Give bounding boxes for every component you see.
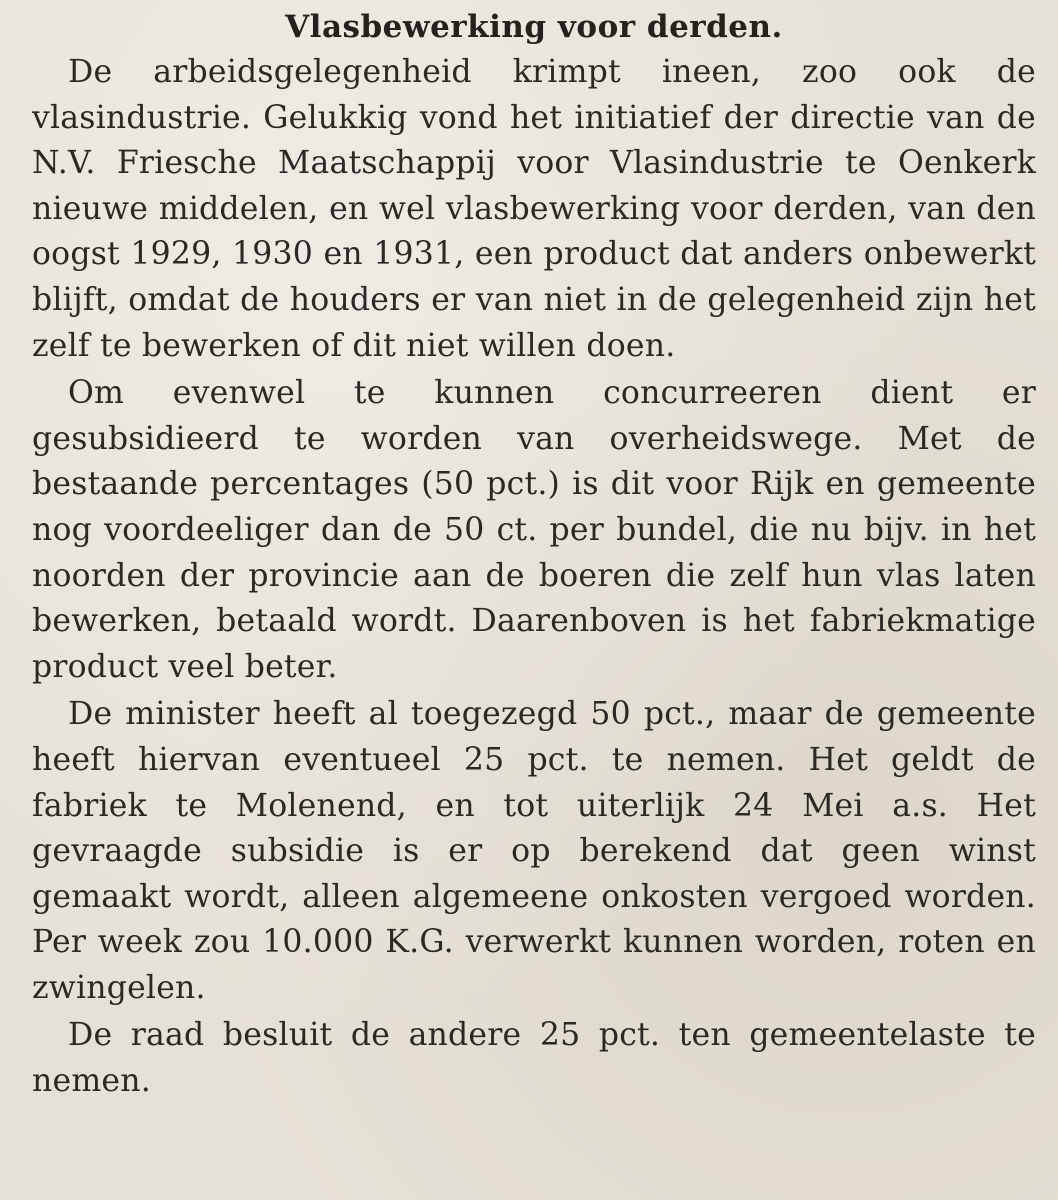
article-body xyxy=(32,50,1036,1105)
article-paragraph: De raad besluit de andere 25 pct. ten gemeentelaste te nemen. xyxy=(32,1017,1036,1100)
article-paragraph: De arbeidsgelegenheid krimpt ineen, zoo ook de vlasindustrie. Gelukkig vond het initiatief der directie van de N.V. Friesche Maatschappij voor Vlasindustrie te Oenkerk nieuwe middelen, en wel vlasbewerking voor derden, van den oogst 1929, 1930 en 1931, een product dat anders onbewerkt blijft, omdat de houders er van niet in de gelegenheid zijn het zelf te bewerken of dit niet willen doen. xyxy=(32,54,1036,364)
article-paragraph: Om evenwel te kunnen concurreeren dient er gesubsidieerd te worden van overheidswege. Met de bestaande percentages (50 pct.) is dit voor Rijk en gemeente nog voordeeliger dan de 50 ct. per bundel, die nu bijv. in het noorden der provincie aan de boeren die zelf hun vlas laten bewerken, betaald wordt. Daarenboven is het fabriekmatige product veel beter. xyxy=(32,375,1036,685)
article-headline: Vlasbewerking voor derden. xyxy=(285,9,783,45)
article-paragraph: De minister heeft al toegezegd 50 pct., maar de gemeente heeft hiervan eventueel 25 pct. te nemen. Het geldt de fabriek te Molenend, en tot uiterlijk 24 Mei a.s. Het gevraagde subsidie is er op berekend dat geen winst gemaakt wordt, alleen algemeene onkosten vergoed worden. Per week zou 10.000 K.G. verwerkt kunnen worden, roten en zwingelen. xyxy=(32,696,1036,1006)
